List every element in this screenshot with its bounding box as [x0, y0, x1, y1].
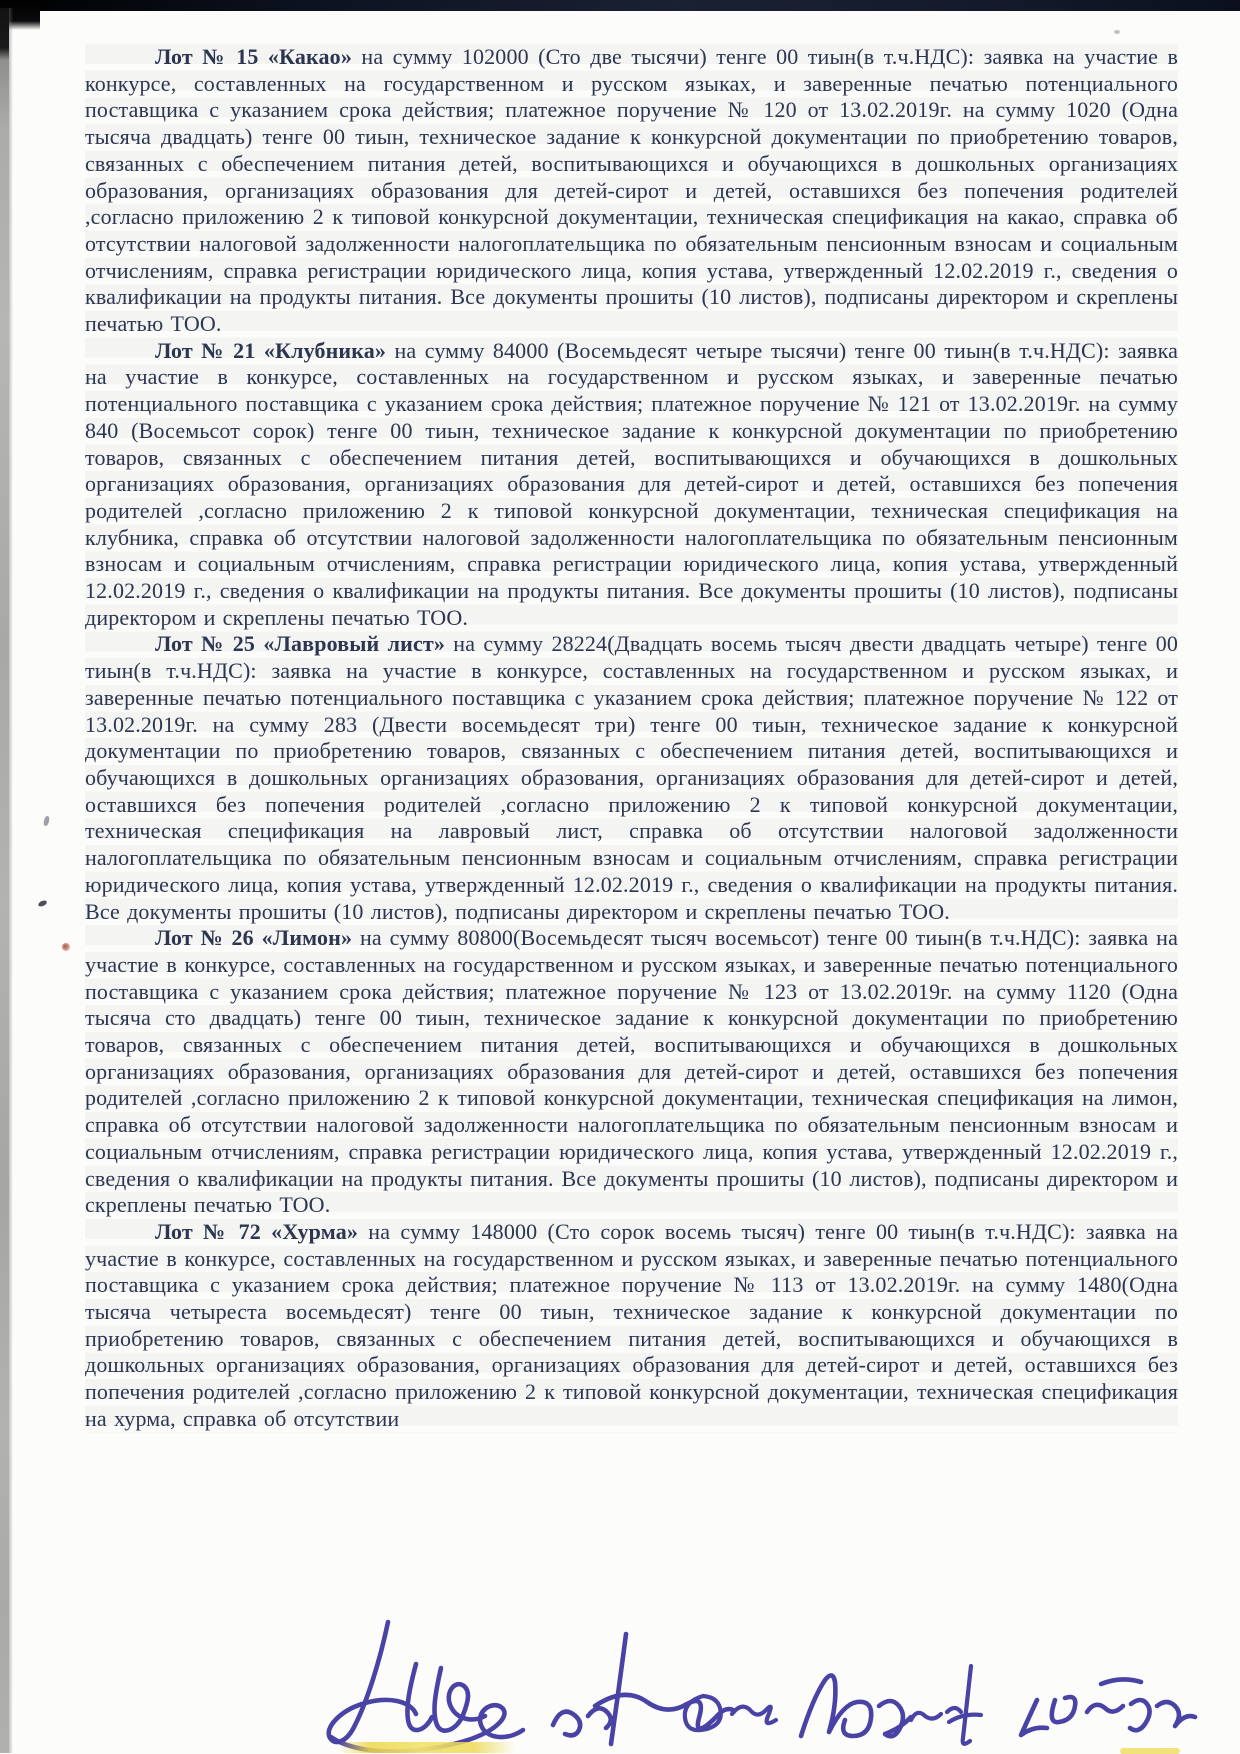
scan-speck-top-right: [1114, 30, 1120, 34]
signature-4: [801, 1675, 911, 1736]
highlighter-smudge-right: [1120, 1748, 1180, 1754]
scan-speck-gray: [43, 816, 50, 827]
scan-top-bar: [0, 0, 1240, 11]
lot-body-26: на сумму 80800(Восемьдесят тысяч восемьсот) тенге 00 тиын(в т.ч.НДС): заявка на участие в конкурсе, составленных на государственном и русском языках, и заверенные печатью потенциального поставщика с указанием срока действия; платежное поручение № 123 от 13.02.2019г. на сумму 1120 (Одна тысяча сто двадцать) тенге 00 тиын, техническое задание к конкурсной документации по приобретению товаров, связанных с обеспечением питания детей, воспитывающихся и обучающихся в дошкольных организациях образования, организациях образования для детей-сирот и детей, оставшихся без попечения родителей ,согласно приложению 2 к типовой конкурсной документации, техническая спецификация на лимон, справка об отсутствии налоговой задолженности налогоплательщика по обязательным пенсионным взносам и социальным отчислениям, справка регистрации юридического лица, копия устава, утвержденный 12.02.2019 г., сведения о квалификации на продукты питания. Все документы прошиты (10 листов), подписаны директором и скреплены печатью ТОО.: [85, 925, 1178, 1218]
lot-title-21: Лот № 21 «Клубника»: [155, 337, 387, 363]
scan-speck-ink: [37, 900, 47, 908]
lot-paragraph-15: [85, 44, 1178, 338]
document-text-block: [85, 44, 1178, 1433]
lot-title-25: Лот № 25 «Лавровый лист»: [155, 631, 445, 657]
lot-body-21: на сумму 84000 (Восемьдесят четыре тысячи) тенге 00 тиын(в т.ч.НДС): заявка на участие в конкурсе, составленных на государственном и русском языках, и заверенные печатью потенциального поставщика с указанием срока действия; платежное поручение № 121 от 13.02.2019г. на сумму 840 (Восемьсот сорок) тенге 00 тиын, техническое задание к конкурсной документации по приобретению товаров, связанных с обеспечением питания детей, воспитывающихся и обучающихся в дошкольных организациях образования, организациях образования для детей-сирот и детей, оставшихся без попечения родителей ,согласно приложению 2 к типовой конкурсной документации, техническая спецификация на клубника, справка об отсутствии налоговой задолженности налогоплательщика по обязательным пенсионным взносам и социальным отчислениям, справка регистрации юридического лица, копия устава, утвержденный 12.02.2019 г., сведения о квалификации на продукты питания. Все документы прошиты (10 листов), подписаны директором и скреплены печатью ТОО.: [85, 337, 1178, 630]
signature-6: [1021, 1679, 1195, 1735]
lot-title-26: Лот № 26 «Лимон»: [155, 925, 353, 951]
lot-body-25: на сумму 28224(Двадцать восемь тысяч двести двадцать четыре) тенге 00 тиын(в т.ч.НДС): заявка на участие в конкурсе, составленных на государственном и русском языках, и заверенные печатью потенциального поставщика с указанием срока действия; платежное поручение № 122 от 13.02.2019г. на сумму 283 (Двести восемьдесят три) тенге 00 тиын, техническое задание к конкурсной документации по приобретению товаров, связанных с обеспечением питания детей, воспитывающихся и обучающихся в дошкольных организациях образования, организациях образования для детей-сирот и детей, оставшихся без попечения родителей ,согласно приложению 2 к типовой конкурсной документации, техническая спецификация на лавровый лист, справка об отсутствии налоговой задолженности налогоплательщика по обязательным пенсионным взносам и социальным отчислениям, справка регистрации юридического лица, копия устава, утвержденный 12.02.2019 г., сведения о квалификации на продукты питания. Все документы прошиты (10 листов), подписаны директором и скреплены печатью ТОО.: [85, 631, 1178, 924]
signature-2: [553, 1634, 733, 1744]
lot-body-72: на сумму 148000 (Сто сорок восемь тысяч) тенге 00 тиын(в т.ч.НДС): заявка на участие в конкурсе, составленных на государственном и русском языках, и заверенные печатью потенциального поставщика с указанием срока действия; платежное поручение № 113 от 13.02.2019г. на сумму 1480(Одна тысяча четыреста восемьдесят) тенге 00 тиын, техническое задание к конкурсной документации по приобретению товаров, связанных с обеспечением питания детей, воспитывающихся и обучающихся в дошкольных организациях образования, организациях образования для детей-сирот и детей, оставшихся без попечения родителей ,согласно приложению 2 к типовой конкурсной документации, техническая спецификация на хурма, справка об отсутствии: [85, 1218, 1178, 1431]
lot-paragraph-25: [85, 631, 1178, 925]
lot-body-15: на сумму 102000 (Сто две тысячи) тенге 00 тиын(в т.ч.НДС): заявка на участие в конкурсе, составленных на государственном и русском языках, и заверенные печатью потенциального поставщика с указанием срока действия; платежное поручение № 120 от 13.02.2019г. на сумму 1020 (Одна тысяча двадцать) тенге 00 тиын, техническое задание к конкурсной документации по приобретению товаров, связанных с обеспечением питания детей, воспитывающихся и обучающихся в дошкольных организациях образования, организациях образования для детей-сирот и детей, оставшихся без попечения родителей ,согласно приложению 2 к типовой конкурсной документации, техническая спецификация на какао, справка об отсутствии налоговой задолженности налогоплательщика по обязательным пенсионным взносам и социальным отчислениям, справка регистрации юридического лица, копия устава, утвержденный 12.02.2019 г., сведения о квалификации на продукты питания. Все документы прошиты (10 листов), подписаны директором и скреплены печатью ТОО.: [85, 44, 1178, 337]
scan-left-edge-strip: [0, 8, 9, 1753]
signatures: [295, 1608, 1210, 1753]
lot-paragraph-21: [85, 338, 1178, 632]
lot-paragraph-26: [85, 925, 1178, 1219]
lot-title-72: Лот № 72 «Хурма»: [155, 1218, 359, 1244]
highlighter-smudge: [338, 1742, 516, 1753]
scan-left-edge-shadow: [9, 8, 13, 1753]
scan-speck-red: [62, 943, 70, 951]
lot-paragraph-72: [85, 1219, 1178, 1433]
signature-5: [911, 1666, 981, 1744]
signature-1: [329, 1622, 523, 1752]
lot-title-15: Лот № 15 «Какао»: [155, 44, 352, 69]
signature-3: [685, 1696, 776, 1730]
